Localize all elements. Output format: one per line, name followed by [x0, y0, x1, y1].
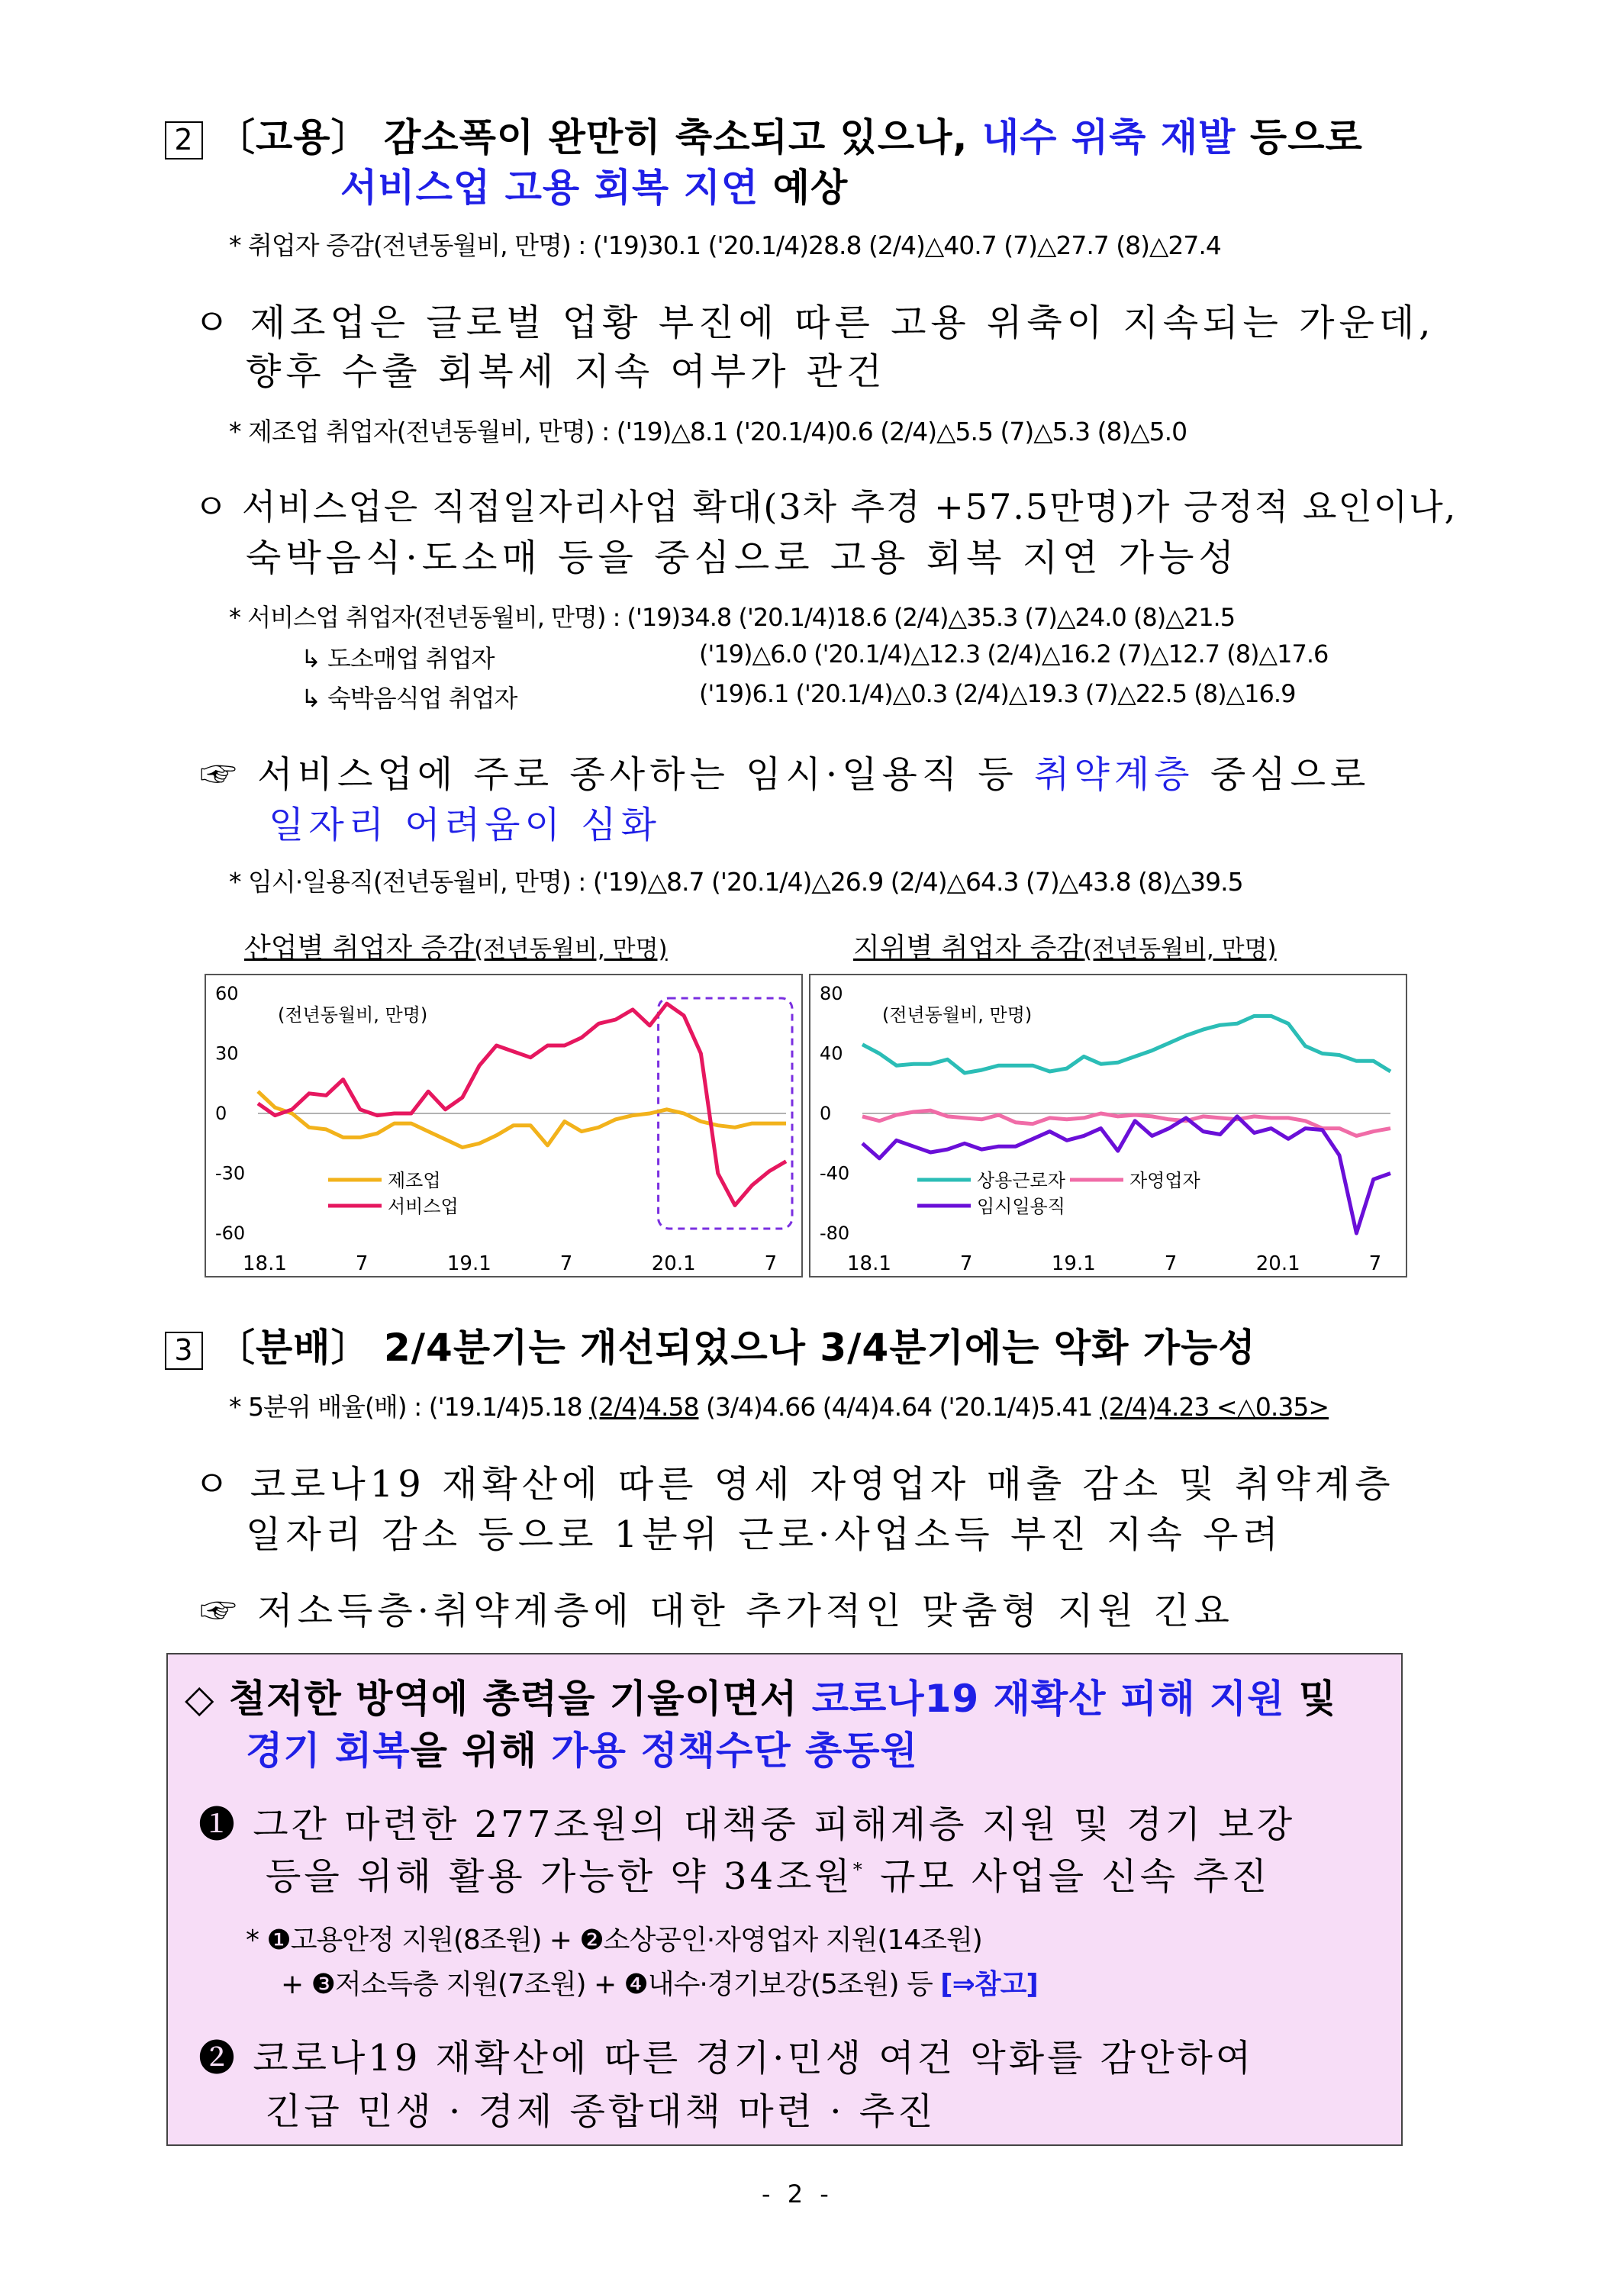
hand-point-1-line2: 일자리 어려움이 심화: [269, 804, 661, 846]
summary-item-1: [198, 1795, 1295, 1848]
x-tick-label: 18.1: [847, 1252, 891, 1275]
section-2-heading-line2: [340, 157, 848, 212]
inner-unit-label: (전년동월비, 만명): [882, 1004, 1033, 1026]
x-tick-label: 18.1: [243, 1252, 287, 1275]
right-chart-title-text: 지위별 취업자 증감: [853, 933, 1084, 964]
item-2-line-1: 코로나19 재확산에 따른 경기·민생 여건 악화를 감안하여: [253, 2037, 1255, 2080]
y-tick-label: 40: [820, 1042, 843, 1065]
note-quintile-a: * 5분위 배율(배) : ('19.1/4)5.18: [229, 1392, 582, 1422]
heading-text-a: 〔고용〕 감소폭이 완만히 축소되고 있으나,: [217, 115, 968, 159]
x-tick-label: 20.1: [1255, 1252, 1300, 1275]
heading-highlight-2: 서비스업 고용 회복 지연: [340, 166, 759, 210]
hand-text-a: ☞ 서비스업에 주로 종사하는 임시·일용직 등: [200, 753, 1018, 796]
right-chart: [809, 974, 1407, 1277]
x-tick-label: 7: [1368, 1252, 1382, 1275]
hand-point-2: ☞ 저소득층·취약계층에 대한 추가적인 맞춤형 지원 긴요: [200, 1590, 1234, 1632]
x-tick-label: 19.1: [1051, 1252, 1096, 1275]
y-tick-label: -30: [215, 1162, 246, 1184]
left-chart-title-unit: (전년동월비, 만명): [474, 936, 668, 963]
y-tick-label: 0: [215, 1103, 227, 1124]
y-tick-label: 60: [215, 983, 239, 1004]
summary-sub-2: [281, 1963, 1038, 2002]
right-chart-title-unit: (전년동월비, 만명): [1083, 936, 1277, 963]
bullet-services-1: ㅇ 서비스업은 직접일자리사업 확대(3차 추경 +57.5만명)가 긍정적 요인이나,: [194, 486, 1458, 527]
section-3-heading: [165, 1317, 1256, 1372]
legend-label: 서비스업: [388, 1196, 459, 1217]
item-1-line-1: 그간 마련한 277조원의 대책중 피해계층 지원 및 경기 보강: [253, 1803, 1296, 1846]
section-number-box-3: 3: [165, 1332, 203, 1370]
summary-item-2: [198, 2028, 1254, 2081]
summary-item-2-line2: 긴급 민생 · 경제 종합대책 마련 · 추진: [266, 2090, 936, 2133]
y-tick-label: -40: [820, 1162, 850, 1184]
x-tick-label: 7: [1164, 1252, 1178, 1275]
reference-link[interactable]: [⇒참고]: [940, 1969, 1038, 2000]
item-2-marker: ❷: [198, 2037, 239, 2080]
legend-label: 상용근로자: [977, 1170, 1065, 1191]
legend-label: 자영업자: [1129, 1170, 1200, 1191]
heading-text-c: 등으로: [1249, 115, 1363, 159]
note-employment: * 취업자 증감(전년동월비, 만명) : ('19)30.1 ('20.1/4)28.8 (2/4)△40.7 (7)△27.7 (8)△27.4: [229, 230, 1221, 260]
left-chart-title: [244, 926, 668, 965]
note-retail-values: ('19)△6.0 ('20.1/4)△12.3 (2/4)△16.2 (7)△12.7 (8)△17.6: [699, 640, 1329, 669]
section-number-box: 2: [165, 121, 203, 159]
item-1-marker: ❶: [198, 1803, 239, 1846]
summary-line-2: [246, 1720, 918, 1775]
x-tick-label: 7: [355, 1252, 369, 1275]
note-quintile: [229, 1387, 1329, 1423]
summary-text-a: ◇ 철저한 방역에 총력을 기울이면서: [185, 1677, 798, 1721]
right-chart-svg: [810, 975, 1406, 1276]
heading-highlight: 내수 위축 재발: [981, 115, 1236, 159]
policy-summary-box: [166, 1653, 1403, 2146]
x-tick-label: 7: [764, 1252, 778, 1275]
note-quintile-c: (3/4)4.66 (4/4)4.64 ('20.1/4)5.41: [705, 1392, 1093, 1422]
left-chart-svg: [206, 975, 801, 1276]
right-chart-title: [853, 926, 1277, 965]
note-retail-label: ↳ 도소매업 취업자: [301, 644, 495, 673]
bullet-services-2: 숙박음식·도소매 등을 중심으로 고용 회복 지연 가능성: [246, 536, 1239, 579]
bullet-distribution-2: 일자리 감소 등으로 1분위 근로·사업소득 부진 지속 우려: [246, 1513, 1283, 1556]
note-temporary: * 임시·일용직(전년동월비, 만명) : ('19)△8.7 ('20.1/4)△26.9 (2/4)△64.3 (7)△43.8 (8)△39.5: [229, 867, 1243, 897]
note-manufacturing: * 제조업 취업자(전년동월비, 만명) : ('19)△8.1 ('20.1/4)0.6 (2/4)△5.5 (7)△5.3 (8)△5.0: [229, 417, 1187, 446]
note-lodging-label: ↳ 숙박음식업 취업자: [301, 684, 517, 713]
series-line-2: [258, 1004, 786, 1205]
y-tick-label: 30: [215, 1042, 239, 1065]
inner-unit-label: (전년동월비, 만명): [278, 1004, 428, 1026]
summary-sub-2-text: + ❸저소득층 지원(7조원) + ❹내수·경기보강(5조원) 등: [281, 1969, 933, 2000]
y-tick-label: 0: [820, 1103, 832, 1124]
summary-highlight-c: 가용 정책수단 총동원: [551, 1729, 918, 1773]
y-tick-label: -60: [215, 1223, 246, 1244]
note-services: * 서비스업 취업자(전년동월비, 만명) : ('19)34.8 ('20.1/4)18.6 (2/4)△35.3 (7)△24.0 (8)△21.5: [229, 603, 1236, 632]
bullet-manufacturing-1: ㅇ 제조업은 글로벌 업황 부진에 따른 고용 위축이 지속되는 가운데,: [194, 301, 1436, 344]
hand-text-c: 중심으로: [1210, 753, 1371, 796]
item-1-line-2a: 등을 위해 활용 가능한 약 34조원: [266, 1855, 853, 1898]
series-line-3: [862, 1116, 1390, 1233]
note-lodging-values: ('19)6.1 ('20.1/4)△0.3 (2/4)△19.3 (7)△22.5 (8)△16.9: [699, 679, 1296, 708]
note-quintile-b: (2/4)4.58: [589, 1392, 699, 1422]
summary-line-1: [185, 1668, 1336, 1723]
legend-label: 제조업: [388, 1170, 441, 1191]
summary-item-1-line2: [266, 1847, 1270, 1899]
summary-text-c: 을 위해: [410, 1729, 537, 1773]
item-1-line-2b: 규모 사업을 신속 추진: [880, 1855, 1271, 1898]
section-2-heading: [165, 107, 1363, 162]
y-tick-label: 80: [820, 983, 843, 1004]
summary-highlight-a: 코로나19 재확산 피해 지원: [811, 1677, 1285, 1721]
bullet-manufacturing-2: 향후 수출 회복세 지속 여부가 관건: [246, 350, 887, 393]
left-chart-title-text: 산업별 취업자 증감: [244, 933, 475, 964]
hand-point-1: [200, 745, 1370, 797]
x-tick-label: 7: [559, 1252, 573, 1275]
legend-label: 임시일용직: [977, 1196, 1065, 1217]
asterisk-mark: *: [852, 1859, 865, 1880]
x-tick-label: 19.1: [446, 1252, 491, 1275]
left-chart: [205, 974, 803, 1277]
y-tick-label: -80: [820, 1223, 850, 1244]
note-quintile-d: (2/4)4.23 <△0.35>: [1100, 1392, 1329, 1422]
bullet-distribution-1: ㅇ 코로나19 재확산에 따른 영세 자영업자 매출 감소 및 취약계층: [194, 1463, 1395, 1506]
summary-text-b: 및: [1298, 1677, 1337, 1721]
x-tick-label: 7: [959, 1252, 973, 1275]
page-number: - 2 -: [762, 2180, 833, 2209]
summary-highlight-b: 경기 회복: [246, 1729, 411, 1773]
heading-text-d: 예상: [772, 166, 849, 210]
summary-sub-1: * ❶고용안정 지원(8조원) + ❷소상공인·자영업자 지원(14조원): [246, 1925, 982, 1956]
section-3-title: 〔분배〕 2/4분기는 개선되었으나 3/4분기에는 악화 가능성: [217, 1326, 1256, 1370]
hand-highlight: 취약계층: [1034, 753, 1194, 796]
x-tick-label: 20.1: [651, 1252, 696, 1275]
